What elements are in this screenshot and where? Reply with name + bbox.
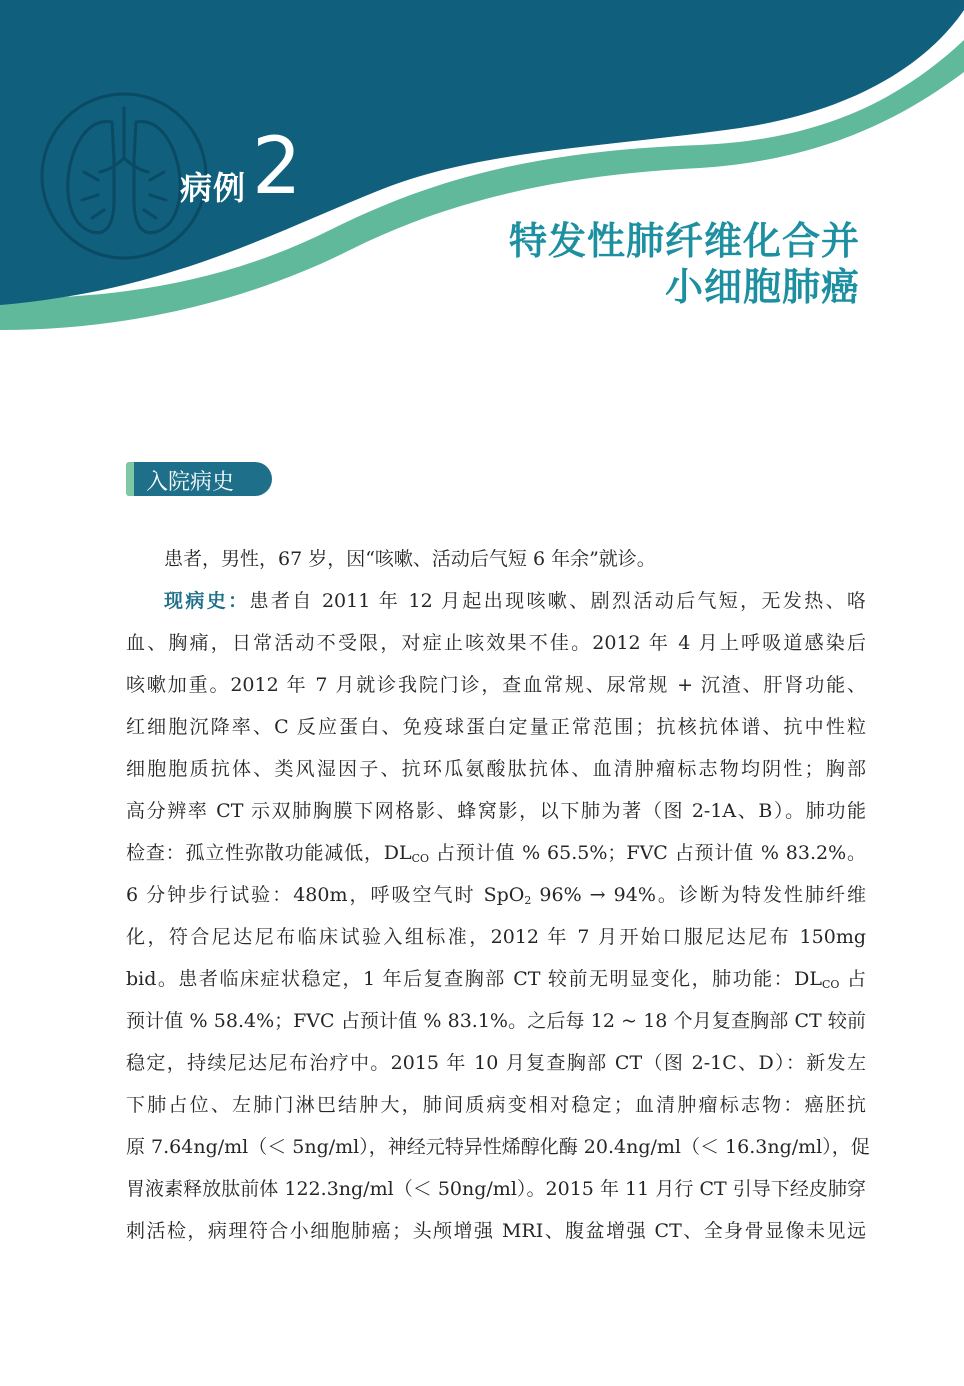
intro-line: 患者，男性，67 岁，因“咳嗽、活动后气短 6 年余”就诊。 [164, 548, 656, 570]
history-line-9: 化，符合尼达尼布临床试验入组标准，2012 年 7 月开始口服尼达尼布 150mg [126, 926, 866, 948]
history-line-6: 高分辨率 CT 示双肺胸膜下网格影、蜂窝影，以下肺为著（图 2-1A、B）。肺功能 [126, 800, 866, 822]
history-line-11: 预计值 % 58.4%；FVC 占预计值 % 83.1%。之后每 12 ~ 18 个月复查胸部 CT 较前 [126, 1010, 866, 1032]
history-line-15: 胃液素释放肽前体 122.3ng/ml（＜ 50ng/ml）。2015 年 11 月行 CT 引导下经皮肺穿 [126, 1178, 866, 1200]
history-line-7 [126, 832, 866, 874]
history-text-7a: 检查：孤立性弥散功能减低，DL [126, 842, 412, 864]
section-heading [126, 462, 272, 496]
history-line-4: 红细胞沉降率、C 反应蛋白、免疫球蛋白定量正常范围；抗核抗体谱、抗中性粒 [126, 716, 866, 738]
dlco-subscript: CO [411, 852, 430, 865]
history-line-10 [126, 958, 866, 1000]
history-line-1 [126, 580, 866, 622]
dlco-subscript: CO [822, 978, 840, 991]
history-line-14: 原 7.64ng/ml（＜ 5ng/ml），神经元特异性烯醇化酶 20.4ng/ml（＜ 16.3ng/ml），促 [126, 1136, 870, 1158]
history-text-10b: 占 [839, 968, 867, 990]
section-heading-accent-bar [126, 462, 134, 496]
spo2-subscript: 2 [524, 894, 532, 907]
history-line-2: 血、胸痛，日常活动不受限，对症止咳效果不佳。2012 年 4 月上呼吸道感染后 [126, 632, 866, 654]
history-text-10a: bid。患者临床症状稳定，1 年后复查胸部 CT 较前无明显变化，肺功能：DL [126, 968, 823, 990]
history-text-8a: 6 分钟步行试验：480m，呼吸空气时 SpO [126, 884, 525, 906]
page-title-line-1: 特发性肺纤维化合并 [508, 219, 860, 263]
case-label: 病例 [180, 169, 247, 207]
section-heading-label: 入院病史 [146, 470, 235, 495]
history-text-1: 患者自 2011 年 12 月起出现咳嗽、剧烈活动后气短，无发热、咯 [249, 590, 866, 612]
page-title-line-2: 小细胞肺癌 [664, 265, 860, 309]
case-number: 2 [252, 122, 302, 212]
history-line-5: 细胞胞质抗体、类风湿因子、抗环瓜氨酸肽抗体、血清肿瘤标志物均阴性；胸部 [126, 758, 866, 780]
history-text-7b: 占预计值 % 65.5%；FVC 占预计值 % 83.2%。 [429, 842, 866, 864]
history-text-8b: 96% → 94%。诊断为特发性肺纤维 [531, 884, 866, 906]
history-label: 现病史： [164, 590, 250, 612]
history-line-13: 下肺占位、左肺门淋巴结肿大，肺间质病变相对稳定；血清肿瘤标志物：癌胚抗 [126, 1094, 866, 1116]
history-line-8 [126, 874, 866, 916]
history-line-12: 稳定，持续尼达尼布治疗中。2015 年 10 月复查胸部 CT（图 2-1C、D）：新发左 [126, 1052, 866, 1074]
history-line-3: 咳嗽加重。2012 年 7 月就诊我院门诊，查血常规、尿常规 + 沉渣、肝肾功能、 [126, 674, 866, 696]
body-text [126, 538, 870, 1252]
history-line-16: 刺活检，病理符合小细胞肺癌；头颅增强 MRI、腹盆增强 CT、全身骨显像未见远 [126, 1220, 866, 1242]
